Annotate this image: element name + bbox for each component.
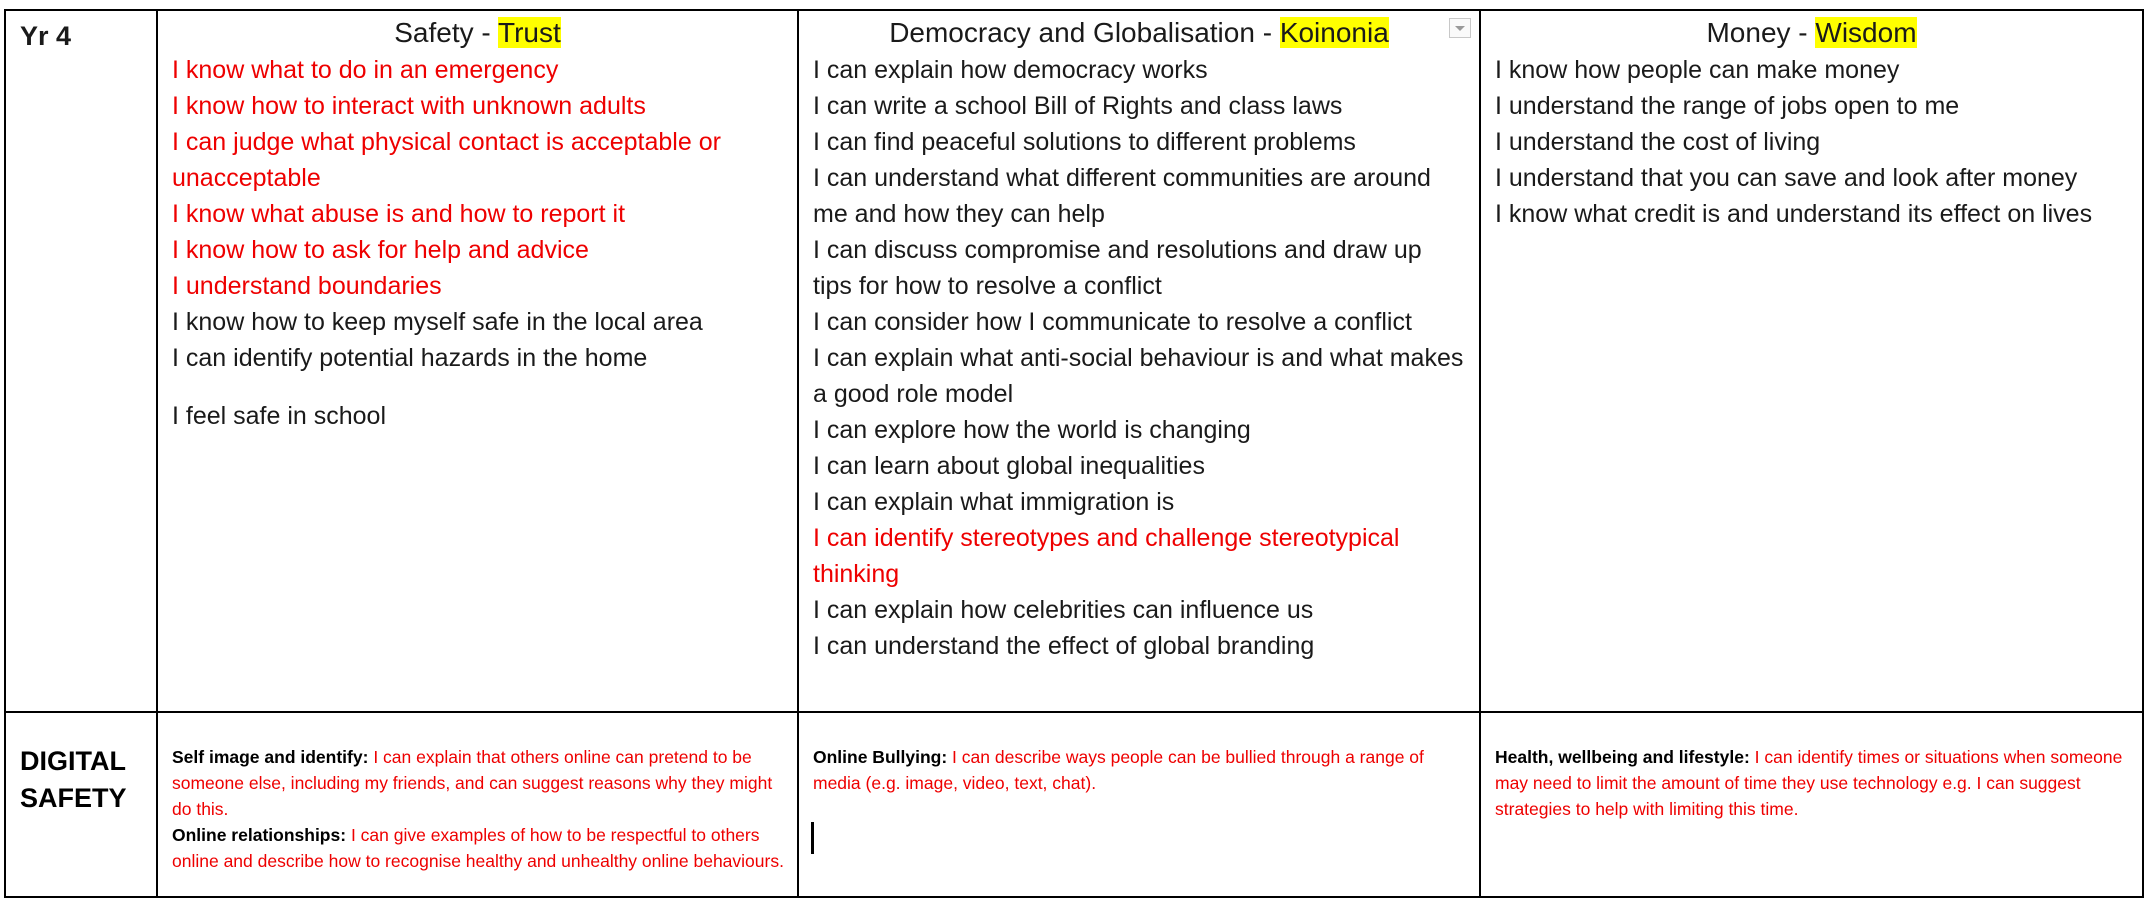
digital-note xyxy=(172,744,787,822)
curriculum-table xyxy=(4,9,2144,898)
money-heading-prefix: Money - xyxy=(1706,17,1816,48)
list-item: I can write a school Bill of Rights and class laws xyxy=(813,92,1343,120)
safety-heading xyxy=(158,11,797,50)
list-item: I know what to do in an emergency xyxy=(172,56,559,84)
list-item: I can learn about global inequalities xyxy=(813,452,1205,480)
digital-note xyxy=(172,822,787,874)
list-item: I know what abuse is and how to report it xyxy=(172,200,626,228)
digital-safety-row xyxy=(5,712,2143,897)
democracy-heading-prefix: Democracy and Globalisation - xyxy=(889,17,1280,48)
democracy-column[interactable] xyxy=(798,10,1480,712)
list-item: I feel safe in school xyxy=(172,402,387,430)
democracy-items xyxy=(799,52,1479,664)
money-digital-cell[interactable] xyxy=(1480,712,2143,897)
list-item: I know what credit is and understand its effect on lives xyxy=(1495,200,2093,228)
list-item: I can discuss compromise and resolutions and draw up tips for how to resolve a conflict xyxy=(813,236,1422,300)
main-row xyxy=(5,10,2143,712)
year-label: Yr 4 xyxy=(20,21,72,51)
democracy-digital-cell[interactable] xyxy=(798,712,1480,897)
digital-note-text: I can explain that others online can pretend to be someone else, including my friends, and can suggest reasons why they might do this. xyxy=(172,747,773,819)
list-item: I can identify potential hazards in the home xyxy=(172,344,648,372)
chevron-down-icon xyxy=(1455,26,1465,31)
money-heading-value: Wisdom xyxy=(1815,17,1917,48)
digital-note-label: Health, wellbeing and lifestyle: xyxy=(1495,747,1750,767)
safety-heading-value: Trust xyxy=(498,17,561,48)
list-item: I can explain what anti-social behaviour is and what makes a good role model xyxy=(813,344,1464,408)
list-item: I can identify stereotypes and challenge stereotypical thinking xyxy=(813,524,1400,588)
list-item: I can find peaceful solutions to different problems xyxy=(813,128,1356,156)
list-item: I can understand what different communities are around me and how they can help xyxy=(813,164,1431,228)
list-item: I can explain how celebrities can influence us xyxy=(813,596,1314,624)
year-cell xyxy=(5,10,157,712)
list-item: I understand boundaries xyxy=(172,272,442,300)
digital-note-label: Online relationships: xyxy=(172,825,347,845)
digital-note-text: I can give examples of how to be respectful to others online and describe how to recognise healthy and unhealthy online behaviours. xyxy=(172,825,784,871)
safety-digital-notes xyxy=(158,713,797,874)
list-item: I know how to ask for help and advice xyxy=(172,236,589,264)
list-item: I understand that you can save and look after money xyxy=(1495,164,2078,192)
text-cursor xyxy=(811,822,814,854)
safety-heading-prefix: Safety - xyxy=(394,17,498,48)
list-item: I can explore how the world is changing xyxy=(813,416,1251,444)
money-digital-notes xyxy=(1481,713,2142,822)
money-column[interactable] xyxy=(1480,10,2143,712)
money-items xyxy=(1481,52,2142,232)
safety-column[interactable] xyxy=(157,10,798,712)
list-item: I can explain how democracy works xyxy=(813,56,1208,84)
money-heading xyxy=(1481,11,2142,50)
list-item: I know how to interact with unknown adults xyxy=(172,92,646,120)
safety-items xyxy=(158,52,797,434)
democracy-digital-notes xyxy=(799,713,1479,796)
list-item: I understand the cost of living xyxy=(1495,128,1821,156)
digital-note-label: Online Bullying: xyxy=(813,747,948,767)
list-item: I know how to keep myself safe in the local area xyxy=(172,308,703,336)
list-item: I understand the range of jobs open to me xyxy=(1495,92,1960,120)
digital-safety-label: DIGITAL SAFETY xyxy=(20,746,127,813)
digital-note xyxy=(813,744,1469,796)
democracy-heading xyxy=(799,11,1479,50)
list-item: I can understand the effect of global branding xyxy=(813,632,1315,660)
list-item: I know how people can make money xyxy=(1495,56,1900,84)
digital-note-text: I can identify times or situations when someone may need to limit the amount of time they use technology e.g. I can suggest strategies to help with limiting this time. xyxy=(1495,747,2123,819)
list-item: I can judge what physical contact is acceptable or unacceptable xyxy=(172,128,721,192)
list-item: I can consider how I communicate to resolve a conflict xyxy=(813,308,1412,336)
digital-note-text: I can describe ways people can be bullied through a range of media (e.g. image, video, text, chat). xyxy=(813,747,1424,793)
digital-note-label: Self image and identify: xyxy=(172,747,369,767)
digital-label-cell xyxy=(5,712,157,897)
safety-digital-cell[interactable] xyxy=(157,712,798,897)
digital-note xyxy=(1495,744,2132,822)
list-item: I can explain what immigration is xyxy=(813,488,1175,516)
democracy-heading-value: Koinonia xyxy=(1279,17,1389,48)
dropdown-arrow-icon[interactable] xyxy=(1449,18,1471,38)
